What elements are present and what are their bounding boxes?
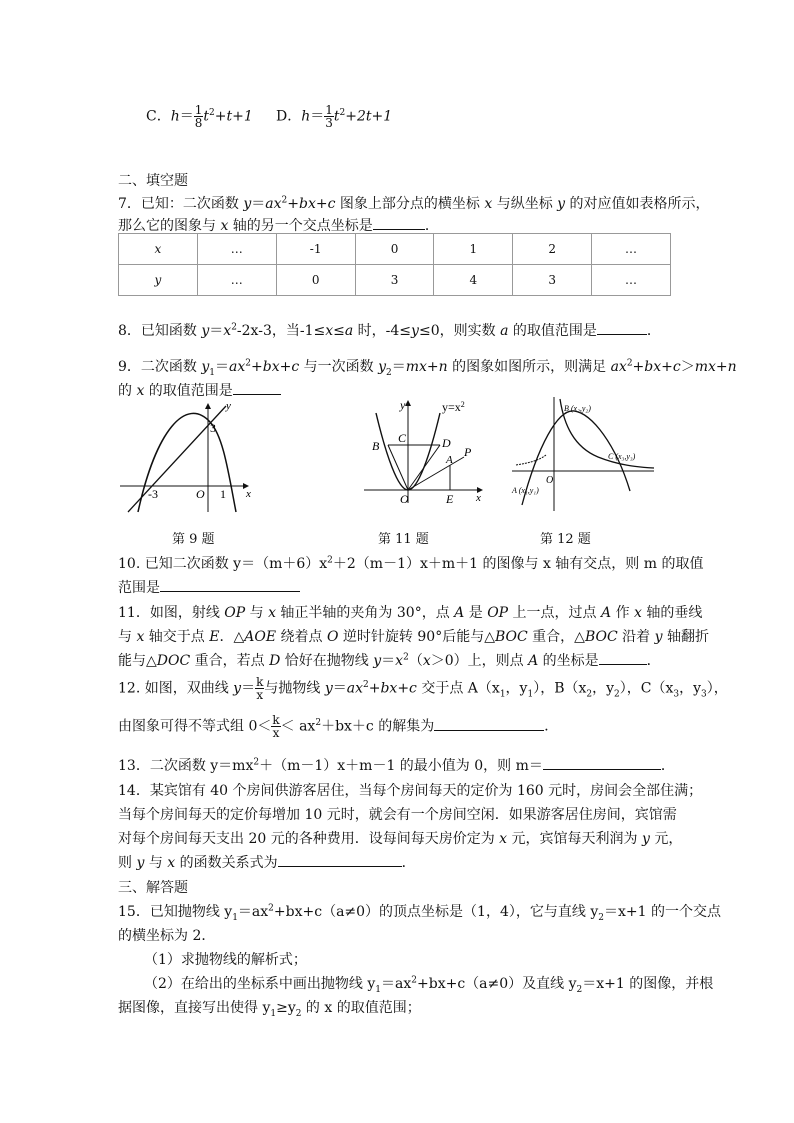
answer-blank[interactable] [278, 852, 402, 867]
question-15-part-2: （2）在给出的坐标系中画出抛物线 $y_1=ax^2+bx+c(a\ne 0)$及直线 $y_2=x+1$ 的图像，并根 [144, 975, 714, 995]
table-row: x … -1 0 1 2 … [119, 234, 671, 265]
fraction: $\frac{1}{8}$ [194, 103, 203, 130]
question-11-line-1: 11．如图，射线 OP 与 x 轴正半轴的夹角为 30°，点 A 是 OP 上一点，过点 A 作 x 轴的垂线 [118, 605, 703, 621]
question-14-line-3: 对每个房间每天支出 20 元的各种费用．设每间每天房价定为 x 元，宾馆每天利润为 y 元， [118, 831, 683, 847]
answer-blank[interactable] [543, 755, 661, 770]
question-9-line-2: 的 x 的取值范围是 [118, 380, 281, 400]
answer-blank[interactable] [597, 320, 647, 335]
answer-blank[interactable] [434, 716, 544, 731]
answer-blank[interactable] [160, 577, 300, 592]
answer-blank[interactable] [599, 650, 647, 665]
question-10-line-1: 10. 已知二次函数 $y=(m+6)x^2+2(m-1)x+m+1$ 的图像与 x 轴有交点，则 m 的取值 [118, 555, 704, 572]
question-7-line-1: 7．已知：二次函数 $y=ax^2+bx+c$ 图象上部分点的横坐标 x 与纵坐标 y 的对应值如表格所示， [118, 195, 710, 212]
value-table [118, 233, 671, 296]
question-10-line-2: 范围是 [118, 577, 300, 597]
svg-text:x: x [476, 492, 481, 504]
svg-text:P: P [464, 445, 472, 459]
svg-text:O: O [400, 492, 409, 506]
figure-12 [508, 395, 658, 515]
ray-op [408, 457, 464, 490]
figure-9-caption: 第 9 题 [172, 532, 215, 547]
svg-text:D: D [442, 436, 451, 450]
fraction: $\frac{k}{x}$ [272, 713, 280, 740]
svg-text:A (x₁,y₁): A (x₁,y₁) [512, 486, 539, 495]
svg-text:y: y [226, 400, 231, 412]
section-heading-solutions: 三、解答题 [118, 880, 188, 896]
fraction: $\frac{k}{x}$ [256, 675, 264, 702]
question-15-part-2-cont: 据图像，直接写出使得 $y_1\ge y_2$ 的 x 的取值范围； [118, 1000, 421, 1019]
question-12-line-1: 12. 如图，双曲线 y＝ $\frac{k}{x}$ 与抛物线 $y=ax^2+bx+c$ 交于点 $A(x_1$，$y_1$），$B(x_2$，$y_2$），$C(x_3$，$y_3$）， [118, 675, 728, 702]
svg-text:C (x₃,y₃): C (x₃,y₃) [608, 452, 636, 461]
question-11-line-2: 与 x 轴交于点 E．△AOE 绕着点 O 逆时针旋转 90°后能与△BOC 重合，△BOC 沿着 y 轴翻折 [118, 629, 709, 645]
question-13: 13．二次函数 $y=mx^2+(m-1)x+m-1$ 的最小值为 0，则 m＝ ． [118, 755, 675, 775]
svg-text:O: O [546, 475, 554, 486]
svg-text:O: O [196, 487, 205, 501]
svg-text:E: E [446, 492, 454, 506]
option-c: C．h＝ $\frac{1}{8}$ $t^2+t+1$ [146, 103, 253, 130]
question-15-part-1: （1）求抛物线的解析式； [144, 952, 307, 968]
svg-text:B: B [372, 439, 380, 453]
question-12-line-2: 由图象可得不等式组 0＜ $\frac{k}{x}$ ＜ $ax^2+bx+c$ 的解集为 ． [118, 713, 559, 740]
question-14-line-4: 则 y 与 x 的函数关系式为 ． [118, 852, 416, 872]
hyperbola-left-branch [516, 455, 546, 465]
svg-text:1: 1 [220, 487, 226, 501]
svg-text:C: C [398, 431, 407, 445]
answer-blank[interactable] [233, 380, 281, 395]
option-d: D．h＝ $\frac{1}{3}$ $t^2+2t+1$ [276, 103, 393, 130]
figure-11-caption: 第 11 题 [378, 532, 429, 547]
fraction: $\frac{1}{3}$ [325, 103, 333, 130]
question-14-line-2: 当每个房间每天的定价每增加 10 元时，就会有一个房间空闲．如果游客居住房间，宾馆需 [118, 807, 677, 823]
question-8: 8．已知函数 $y=x^2-2x-3$，当-1≤x≤a 时，-4≤y≤0，则实数 a 的取值范围是 ． [118, 320, 661, 340]
svg-text:y: y [400, 398, 406, 412]
svg-text:y=x2: $y=x^2$ [442, 399, 465, 414]
svg-text:-3: -3 [148, 487, 158, 501]
figure-12-caption: 第 12 题 [540, 532, 591, 547]
question-14-line-1: 14．某宾馆有 40 个房间供游客居住，当每个房间每天的定价为 160 元时，房间会全部住满； [118, 783, 703, 799]
section-heading-fill-in: 二、填空题 [118, 173, 188, 189]
question-15-line-2: 的横坐标为 2． [118, 928, 216, 944]
svg-text:B (x₂,y₂): B (x₂,y₂) [564, 404, 591, 413]
svg-text:3: 3 [210, 421, 216, 435]
segment-do [408, 445, 440, 490]
svg-text:A: A [446, 454, 453, 466]
figure-9 [118, 400, 258, 520]
table-row: y … 0 3 4 3 … [119, 265, 671, 296]
segment-bo [388, 445, 408, 490]
figure-11 [364, 395, 494, 507]
question-9-line-1: 9．二次函数 $y_1=ax^2+bx+c$ 与一次函数 $y_2=mx+n$ 的图象如图所示，则满足 $ax^2+bx+c>mx+n$ [118, 358, 737, 378]
question-11-line-3: 能与△DOC 重合，若点 D 恰好在抛物线 $y=x^2(x>0)$上，则点 A 的坐标是 ． [118, 650, 661, 670]
question-15-line-1: 15．已知抛物线 $y_1=ax^2+bx+c(a\ne 0)$的顶点坐标是（1，4），它与直线 $y_2=x+1$ 的一个交点 [118, 903, 721, 923]
question-7-line-2: 那么它的图象与 x 轴的另一个交点坐标是 ． [118, 215, 439, 235]
svg-text:x: x [246, 488, 251, 500]
answer-blank[interactable] [373, 215, 425, 230]
